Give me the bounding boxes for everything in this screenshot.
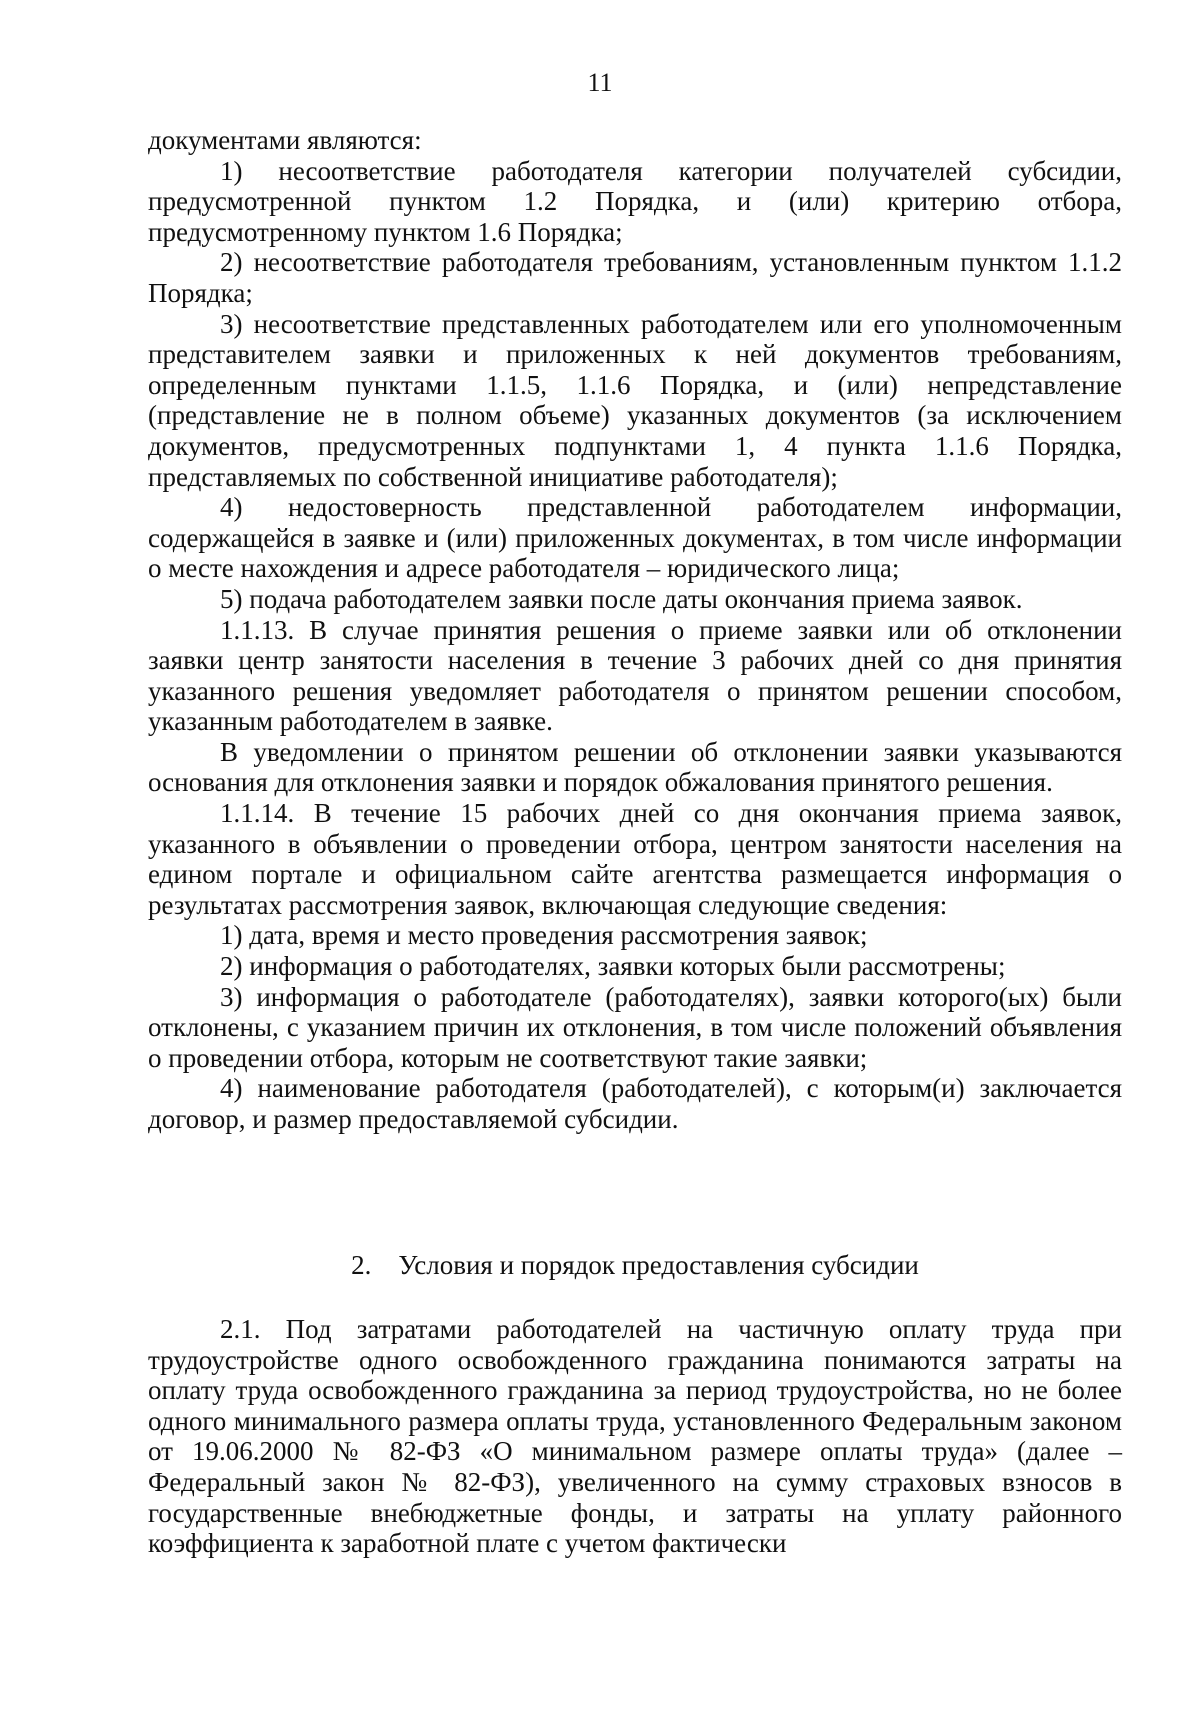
- section-heading: 2. Условия и порядок предоставления субсидии: [351, 1250, 919, 1280]
- clause-1-1-13: 1.1.13. В случае принятия решения о приеме заявки или об отклонении заявки центр занятости населения в течение 3 рабочих дней со дня принятия указанного решения уведомляет работодателя о принятом решении способом, указанным работодателем в заявке.: [148, 614, 1122, 737]
- paragraph-rejection-notice: В уведомлении о принятом решении об отклонении заявки указываются основания для отклонения заявки и порядок обжалования принятого решения.: [148, 736, 1122, 798]
- list-item-5: 5) подача работодателем заявки после даты окончания приема заявок.: [220, 583, 1023, 614]
- list-item-1: 1) несоответствие работодателя категории получателей субсидии, предусмотренной пунктом 1.2 Порядка, и (или) критерию отбора, предусмотренному пунктом 1.6 Порядка;: [148, 155, 1122, 247]
- clause-2-1: 2.1. Под затратами работодателей на частичную оплату труда при трудоустройстве одного освобожденного гражданина понимаются затраты на оплату труда освобожденного гражданина за период трудоустройства, но не более одного минимального размера оплаты труда, установленного Федеральным законом от 19.06.2000 № 82-ФЗ «О минимальном размере оплаты труда» (далее – Федеральный закон № 82-ФЗ), увеличенного на сумму страховых взносов в государственные внебюджетные фонды, и затраты на уплату районного коэффициента к заработной плате с учетом фактически: [148, 1314, 1122, 1559]
- list-item-3: 3) несоответствие представленных работодателем или его уполномоченным представителем заявки и приложенных к ней документов требованиям, определенным пунктами 1.1.5, 1.1.6 Порядка, и (или) непредставление (представление не в полном объеме) указанных документов (за исключением документов, предусмотренных подпунктами 1, 4 пункта 1.1.6 Порядка, представляемых по собственной инициативе работодателя);: [148, 308, 1122, 492]
- paragraph-continuation: документами являются:: [148, 125, 422, 155]
- clause-1-1-14: 1.1.14. В течение 15 рабочих дней со дня окончания приема заявок, указанного в объявлении о проведении отбора, центром занятости населения на едином портале и официальном сайте агентства размещается информация о результатах рассмотрения заявок, включающая следующие сведения:: [148, 798, 1122, 920]
- results-item-1: 1) дата, время и место проведения рассмотрения заявок;: [220, 920, 868, 951]
- text-block-upper: [148, 125, 1122, 1135]
- page-number: 11: [587, 68, 613, 97]
- results-item-3: 3) информация о работодателе (работодателях), заявки которого(ых) были отклонены, с указанием причин их отклонения, в том числе положений объявления о проведении отбора, которым не соответствуют такие заявки;: [148, 981, 1122, 1073]
- results-item-2: 2) информация о работодателях, заявки которых были рассмотрены;: [220, 951, 1006, 982]
- list-item-2: 2) несоответствие работодателя требованиям, установленным пунктом 1.1.2 Порядка;: [148, 247, 1122, 308]
- text-block-lower: [148, 1314, 1122, 1559]
- list-item-4: 4) недостоверность представленной работодателем информации, содержащейся в заявке и (или) приложенных документах, в том числе информации о месте нахождения и адресе работодателя – юридического лица;: [148, 492, 1122, 584]
- results-item-4: 4) наименование работодателя (работодателей), с которым(и) заключается договор, и размер предоставляемой субсидии.: [148, 1073, 1122, 1134]
